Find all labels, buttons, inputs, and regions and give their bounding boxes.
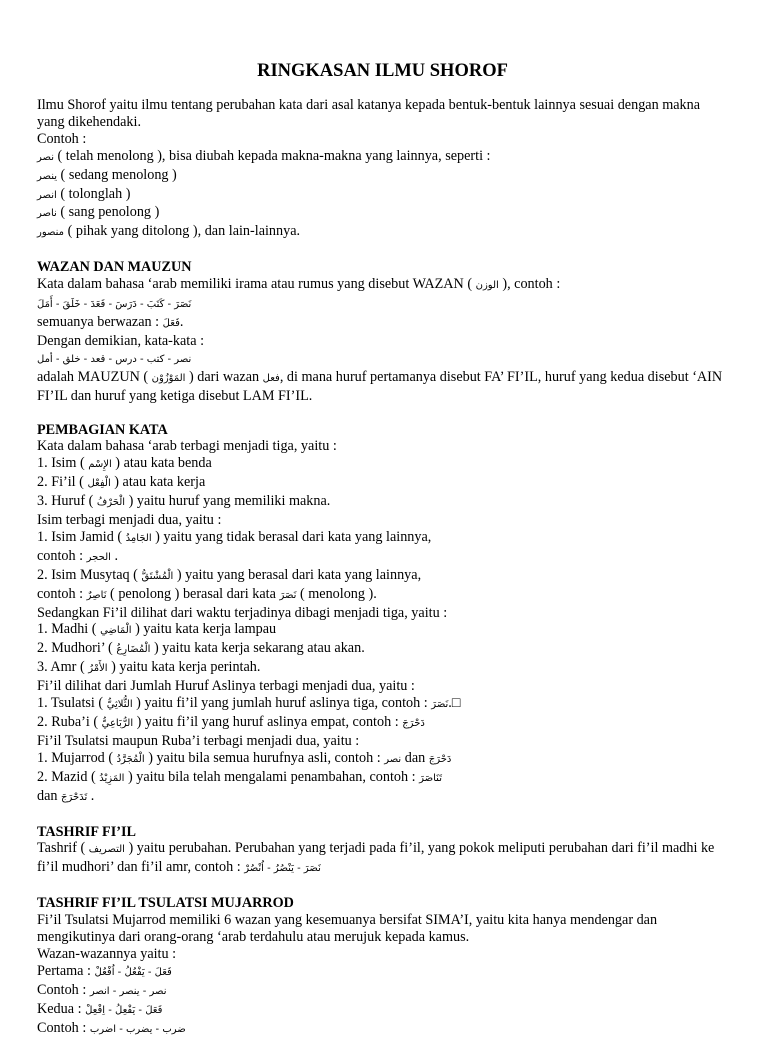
text-segment: . bbox=[110, 547, 119, 564]
arabic-word: نَاصِرٌ bbox=[86, 589, 107, 601]
wazan-line bbox=[37, 314, 728, 333]
arabic-words: فَعَلَ - يَفْعُلُ - اُفْعُلْ bbox=[94, 966, 172, 978]
text-segment: Fi’il dilihat dari Jumlah Huruf Aslinya terbagi menjadi dua, yaitu : bbox=[37, 678, 415, 695]
text-segment: ) yaitu yang berasal dari kata yang lainnya, bbox=[173, 566, 422, 583]
text-segment: ) yaitu kata kerja sekarang atau akan. bbox=[150, 640, 365, 657]
arabic-words: نَصَرَ - كَتَبَ - دَرَسَ - فَعَدَ - خَلَقَ - أَمَلَ bbox=[37, 299, 192, 311]
arabic-word: الرُّبَاعِيُّ bbox=[101, 718, 134, 729]
tsulatsi-row bbox=[37, 1001, 728, 1020]
arabic-word: نصر bbox=[384, 753, 402, 765]
pembagian-line bbox=[37, 512, 728, 529]
section-heading-wazan: WAZAN DAN MAUZUN bbox=[37, 259, 192, 276]
arabic-word: الْمُشْتَقُّ bbox=[141, 570, 174, 582]
text-segment: 1. Tsulatsi ( bbox=[37, 695, 107, 712]
text-segment: ) yaitu fi’il yang jumlah huruf aslinya tiga, contoh : bbox=[132, 695, 432, 712]
text-segment: 3. Amr ( bbox=[37, 659, 89, 676]
text-segment: 2. Mazid ( bbox=[37, 768, 100, 785]
pembagian-line bbox=[37, 733, 728, 750]
text-segment: ), contoh : bbox=[498, 276, 561, 293]
text-segment: ) yaitu yang tidak berasal dari kata yang lainnya, bbox=[151, 528, 432, 545]
text-segment: . bbox=[87, 787, 95, 804]
intro-paragraph: Ilmu Shorof yaitu ilmu tentang perubahan kata dari asal katanya kepada bentuk-bentuk lainnya sesuai dengan makna yang dikehendaki. bbox=[37, 97, 701, 130]
text-segment: ( penolong ) berasal dari kata bbox=[106, 585, 280, 602]
pembagian-line bbox=[37, 750, 728, 769]
text-segment: Isim terbagi menjadi dua, yaitu : bbox=[37, 512, 222, 529]
text-segment: ) atau kata kerja bbox=[110, 474, 206, 491]
text-segment: Kata dalam bahasa ‘arab memiliki irama atau rumus yang disebut WAZAN ( bbox=[37, 276, 476, 293]
text-segment: 1. Mujarrod ( bbox=[37, 749, 117, 766]
pembagian-line bbox=[37, 640, 728, 659]
intro-example-line bbox=[37, 167, 728, 186]
text-segment: ) yaitu bila semua hurufnya asli, contoh : bbox=[144, 749, 385, 766]
wazan-line bbox=[37, 276, 728, 295]
arabic-word: الوزن bbox=[475, 280, 499, 292]
arabic-word: الْحَرْفُ bbox=[96, 497, 126, 509]
text-segment: . bbox=[179, 313, 184, 330]
arabic-words: ضرب - يضرب - اضرب bbox=[89, 1023, 186, 1035]
wazan-line bbox=[37, 369, 728, 405]
arabic-word: ينصر bbox=[37, 170, 57, 182]
pembagian-list bbox=[37, 438, 728, 806]
pembagian-line bbox=[37, 605, 728, 622]
arabic-word: دَحْرَجَ bbox=[428, 753, 452, 765]
arabic-words: نصر - ينصر - انصر bbox=[89, 985, 167, 997]
text-segment: 1. Madhi ( bbox=[37, 621, 101, 638]
intro-examples bbox=[37, 148, 728, 243]
tsulatsi-row bbox=[37, 982, 728, 1001]
arabic-word: نصر bbox=[37, 151, 54, 163]
intro-example-line bbox=[37, 148, 728, 167]
pembagian-line bbox=[37, 493, 728, 512]
arabic-words: نَصَرَ - يَنْصُرُ - اُنْصُرْ bbox=[244, 863, 321, 875]
text-segment: Kata dalam bahasa ‘arab terbagi menjadi tiga, yaitu : bbox=[37, 438, 337, 455]
arabic-words: نصر - كتب - درس - قعد - خلق - أمل bbox=[37, 353, 192, 365]
text-segment: contoh : bbox=[37, 547, 87, 564]
tashrif-paragraph bbox=[37, 840, 728, 878]
text-segment: contoh : bbox=[37, 585, 87, 602]
text-segment: , di mana huruf pertamanya disebut FA’ FI’IL, huruf yang kedua disebut ‘AIN FI’IL dan huruf yang ketiga disebut LAM FI’IL. bbox=[37, 368, 723, 404]
row-label: Contoh : bbox=[37, 1019, 90, 1036]
text-segment: ) yaitu bila telah mengalami penambahan, contoh : bbox=[124, 768, 420, 785]
pembagian-line bbox=[37, 659, 728, 678]
pembagian-line bbox=[37, 474, 728, 493]
text-segment: ) yaitu huruf yang memiliki makna. bbox=[125, 493, 331, 510]
pembagian-line bbox=[37, 714, 728, 733]
arabic-word: الجَامِدُ bbox=[125, 532, 152, 544]
pembagian-line bbox=[37, 438, 728, 455]
text-segment: Tashrif ( bbox=[37, 840, 89, 857]
tsulatsi-paragraph: Fi’il Tsulatsi Mujarrod memiliki 6 wazan yang kesemuanya bersifat SIMA’I, yaitu kita hanya mendengar dan mengikutinya dari orang-orang ‘arab terdahulu atau merujuk kepada kamus. bbox=[37, 912, 658, 946]
wazan-line: Dengan demikian, kata-kata : bbox=[37, 332, 205, 349]
pembagian-line bbox=[37, 769, 728, 788]
wazan-arabic-list bbox=[37, 295, 728, 314]
arabic-word: تَنَاصَرَ bbox=[419, 772, 442, 784]
text-segment: 2. Fi’il ( bbox=[37, 474, 88, 491]
arabic-word: الإِسْم bbox=[88, 459, 112, 471]
arabic-word: دَحْرَجَ bbox=[402, 718, 425, 729]
text-segment: dan bbox=[37, 787, 62, 804]
arabic-word: المَوْزُوْن bbox=[151, 372, 186, 384]
pembagian-line bbox=[37, 548, 728, 567]
example-text: ( telah menolong ), bisa diubah kepada makna-makna yang lainnya, seperti : bbox=[53, 147, 491, 164]
text-segment: 1. Isim ( bbox=[37, 455, 89, 472]
text-segment: 2. Isim Musytaq ( bbox=[37, 566, 142, 583]
pembagian-line bbox=[37, 695, 728, 714]
arabic-word: نَصَرَ bbox=[279, 589, 297, 601]
arabic-word: المَزِيْدُ bbox=[99, 772, 125, 784]
example-text: ( tolonglah ) bbox=[56, 185, 131, 202]
text-segment: ) yaitu kata kerja lampau bbox=[131, 621, 277, 638]
arabic-word: انصر bbox=[37, 189, 57, 201]
text-segment: adalah MAUZUN ( bbox=[37, 368, 152, 385]
tsulatsi-row bbox=[37, 1020, 728, 1039]
text-segment: semuanya berwazan : bbox=[37, 313, 163, 330]
pembagian-line bbox=[37, 678, 728, 695]
text-segment: 2. Ruba’i ( bbox=[37, 714, 102, 730]
arabic-word: تَدَحْرَجَ bbox=[61, 791, 88, 803]
pembagian-line bbox=[37, 621, 728, 640]
intro-example-line bbox=[37, 204, 728, 223]
text-segment: ) yaitu perubahan. Perubahan yang terjadi pada fi’il, yang pokok meliputi perubahan dari fi’il madhi ke fi’il mudhori’ dan fi’il amr, contoh : bbox=[37, 840, 715, 876]
text-segment: dan bbox=[401, 749, 429, 766]
text-segment: Sedangkan Fi’il dilihat dari waktu terjadinya dibagi menjadi tiga, yaitu : bbox=[37, 604, 448, 621]
text-segment: 3. Huruf ( bbox=[37, 493, 97, 510]
row-label: Kedua : bbox=[37, 1000, 86, 1017]
arabic-word: الثُّلاثِيُّ bbox=[106, 699, 133, 711]
text-segment: 2. Mudhori’ ( bbox=[37, 640, 117, 657]
pembagian-line bbox=[37, 586, 728, 605]
row-label: Contoh : bbox=[37, 981, 90, 998]
arabic-word: منصور bbox=[37, 227, 65, 239]
pembagian-line bbox=[37, 567, 728, 586]
arabic-word: فعل bbox=[262, 372, 280, 384]
arabic-word: الْفِعْل bbox=[87, 478, 111, 490]
pembagian-line bbox=[37, 455, 728, 474]
text-segment: ( menolong ). bbox=[296, 585, 377, 602]
text-segment: Fi’il Tsulatsi maupun Ruba’i terbagi menjadi dua, yaitu : bbox=[37, 732, 360, 749]
pembagian-line bbox=[37, 788, 728, 807]
intro-contoh-label: Contoh : bbox=[37, 130, 87, 147]
section-heading-tsulatsi: TASHRIF FI’IL TSULATSI MUJARROD bbox=[37, 895, 294, 912]
example-text: ( sang penolong ) bbox=[56, 204, 160, 221]
text-segment: .□ bbox=[448, 695, 461, 712]
arabic-word: ناصر bbox=[37, 208, 57, 220]
example-text: ( pihak yang ditolong ), dan lain-lainnya. bbox=[64, 223, 301, 240]
tsulatsi-row bbox=[37, 963, 728, 982]
intro-example-line bbox=[37, 223, 728, 242]
text-segment: 1. Isim Jamid ( bbox=[37, 528, 126, 545]
section-heading-tashrif: TASHRIF FI’IL bbox=[37, 823, 136, 840]
arabic-word: الحجر bbox=[86, 551, 111, 563]
arabic-word: التصريف bbox=[88, 844, 125, 856]
text-segment: ) atau kata benda bbox=[111, 455, 212, 472]
intro-example-line bbox=[37, 186, 728, 205]
text-segment: ) dari wazan bbox=[185, 368, 263, 385]
arabic-word: فَعَلَ bbox=[162, 317, 180, 329]
arabic-word: الْمُجَرَّدُ bbox=[116, 753, 145, 765]
document-title: RINGKASAN ILMU SHOROF bbox=[257, 61, 508, 81]
example-text: ( sedang menolong ) bbox=[57, 166, 177, 183]
row-label: Pertama : bbox=[37, 962, 95, 979]
section-heading-pembagian: PEMBAGIAN KATA bbox=[37, 421, 168, 438]
arabic-word: نَصَرَ bbox=[431, 699, 449, 711]
arabic-word: الْمَاضِي bbox=[100, 625, 132, 637]
tsulatsi-wazan-label: Wazan-wazannya yaitu : bbox=[37, 945, 177, 962]
arabic-word: الْمُضَارِعُ bbox=[116, 644, 151, 656]
wazan-arabic-list bbox=[37, 350, 728, 369]
text-segment: ) yaitu fi’il yang huruf aslinya empat, contoh : bbox=[133, 714, 403, 730]
arabic-words: فَعَلَ - يَفْعِلُ - اِفْعِلْ bbox=[85, 1004, 163, 1016]
arabic-word: الأَمْرُ bbox=[88, 663, 108, 675]
text-segment: ) yaitu kata kerja perintah. bbox=[107, 659, 261, 676]
pembagian-line bbox=[37, 529, 728, 548]
